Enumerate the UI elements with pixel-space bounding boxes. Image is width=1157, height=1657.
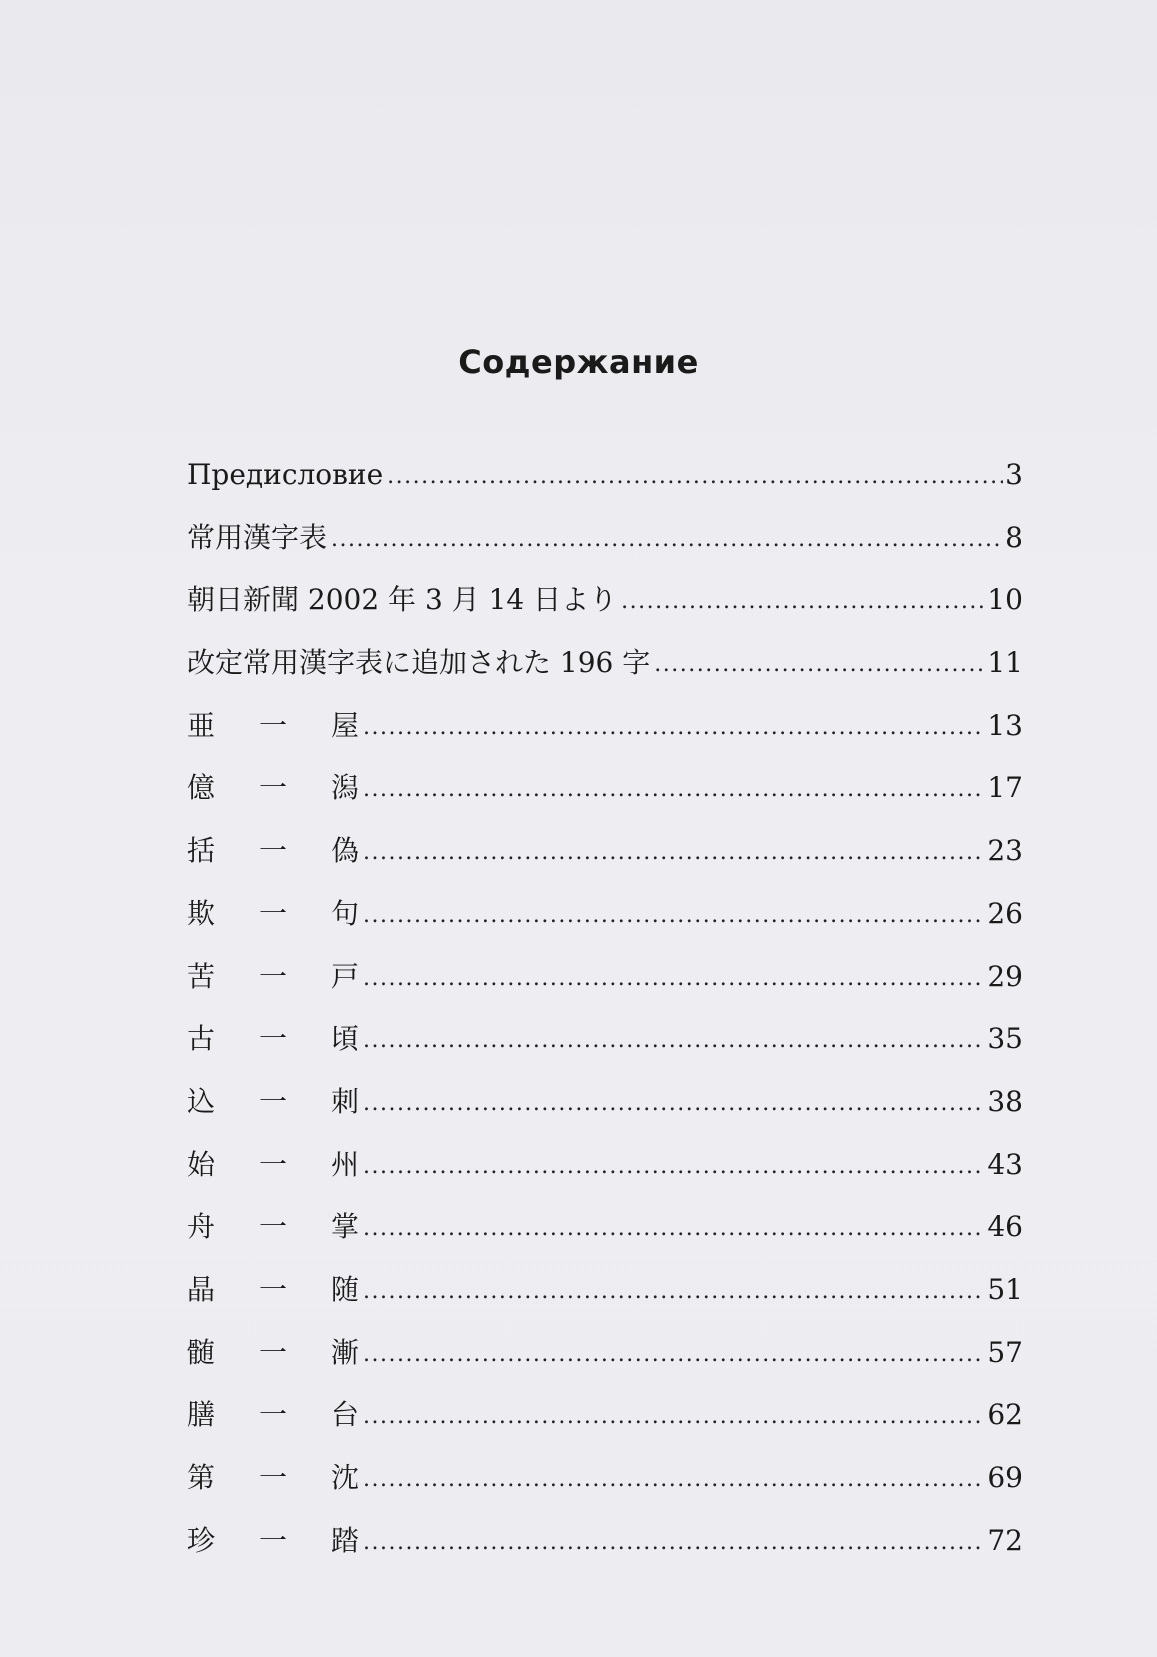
range-start-kanji: 込 bbox=[187, 1084, 216, 1118]
dot-leader bbox=[363, 1521, 985, 1565]
toc-page-number: 62 bbox=[987, 1398, 1023, 1432]
dot-leader bbox=[363, 1333, 985, 1377]
kanji-range bbox=[187, 1458, 363, 1498]
range-end-kanji: 頃 bbox=[331, 1022, 360, 1056]
toc-page-number: 57 bbox=[987, 1335, 1023, 1369]
range-end-kanji: 掌 bbox=[331, 1210, 360, 1244]
range-dash: 一 bbox=[259, 1147, 288, 1181]
range-start-kanji: 億 bbox=[187, 771, 216, 805]
table-of-contents bbox=[187, 455, 1023, 1583]
range-start-kanji: 珍 bbox=[187, 1523, 216, 1557]
dot-leader bbox=[621, 580, 985, 624]
kanji-range bbox=[187, 1521, 363, 1561]
kanji-range bbox=[187, 768, 363, 808]
range-end-kanji: 偽 bbox=[331, 834, 360, 868]
range-start-kanji: 古 bbox=[187, 1022, 216, 1056]
range-end-kanji: 沈 bbox=[331, 1461, 360, 1494]
range-dash: 一 bbox=[259, 1335, 288, 1369]
range-end-kanji: 句 bbox=[331, 896, 360, 930]
toc-entry-kanji-range[interactable] bbox=[187, 1270, 1023, 1333]
kanji-range bbox=[187, 1207, 363, 1247]
dot-leader bbox=[363, 1082, 985, 1126]
kanji-range bbox=[187, 1270, 363, 1310]
dot-leader bbox=[363, 1395, 985, 1439]
toc-entry-kanji-range[interactable] bbox=[187, 1521, 1023, 1584]
toc-page-number: 10 bbox=[987, 583, 1023, 617]
range-start-kanji: 晶 bbox=[187, 1272, 216, 1306]
dot-leader bbox=[387, 455, 1003, 499]
dot-leader bbox=[363, 1019, 985, 1063]
range-dash: 一 bbox=[259, 1084, 288, 1118]
range-dash: 一 bbox=[259, 834, 288, 868]
toc-entry-kanji-range[interactable] bbox=[187, 957, 1023, 1020]
toc-entry-kanji-range[interactable] bbox=[187, 768, 1023, 831]
range-dash: 一 bbox=[259, 1022, 288, 1056]
toc-entry-kanji-range[interactable] bbox=[187, 894, 1023, 957]
range-end-kanji: 刺 bbox=[331, 1084, 360, 1118]
kanji-range bbox=[187, 1333, 363, 1373]
kanji-range bbox=[187, 894, 363, 934]
range-end-kanji: 潟 bbox=[331, 771, 360, 805]
toc-entry[interactable] bbox=[187, 455, 1023, 518]
range-end-kanji: 随 bbox=[331, 1272, 360, 1306]
toc-page-number: 8 bbox=[1005, 520, 1023, 554]
range-dash: 一 bbox=[259, 1398, 288, 1432]
range-end-kanji: 戸 bbox=[331, 959, 360, 993]
range-start-kanji: 始 bbox=[187, 1147, 216, 1181]
toc-page-number: 23 bbox=[987, 834, 1023, 868]
toc-page-number: 72 bbox=[987, 1523, 1023, 1557]
kanji-range bbox=[187, 1082, 363, 1122]
toc-entry-kanji-range[interactable] bbox=[187, 831, 1023, 894]
dot-leader bbox=[363, 768, 985, 812]
kanji-range bbox=[187, 957, 363, 997]
toc-page-number: 38 bbox=[987, 1084, 1023, 1118]
dot-leader bbox=[363, 1207, 985, 1251]
dot-leader bbox=[363, 706, 985, 750]
toc-page-number: 43 bbox=[987, 1147, 1023, 1181]
page-title: Содержание bbox=[458, 343, 699, 382]
range-end-kanji: 州 bbox=[331, 1147, 360, 1181]
kanji-range bbox=[187, 831, 363, 871]
dot-leader bbox=[363, 957, 985, 1001]
toc-entry-label: 常用漢字表 bbox=[187, 520, 328, 554]
toc-entry-kanji-range[interactable] bbox=[187, 1333, 1023, 1396]
toc-entry-label: Предисловие bbox=[187, 458, 384, 491]
toc-page-number: 51 bbox=[987, 1272, 1023, 1306]
toc-page-number: 26 bbox=[987, 896, 1023, 930]
range-dash: 一 bbox=[259, 1272, 288, 1306]
toc-page-number: 13 bbox=[987, 708, 1023, 742]
toc-page-number: 46 bbox=[987, 1210, 1023, 1244]
dot-leader bbox=[363, 1270, 985, 1314]
dot-leader bbox=[363, 1145, 985, 1189]
range-start-kanji: 膳 bbox=[187, 1398, 216, 1432]
range-end-kanji: 漸 bbox=[331, 1335, 360, 1369]
dot-leader bbox=[363, 831, 985, 875]
toc-page-number: 3 bbox=[1005, 458, 1023, 491]
dot-leader bbox=[363, 894, 985, 938]
dot-leader bbox=[363, 1458, 985, 1502]
toc-page-number: 17 bbox=[987, 771, 1023, 805]
range-start-kanji: 髄 bbox=[187, 1335, 216, 1369]
range-start-kanji: 第 bbox=[187, 1461, 216, 1494]
dot-leader bbox=[331, 518, 1003, 562]
toc-entry-kanji-range[interactable] bbox=[187, 1082, 1023, 1145]
range-start-kanji: 舟 bbox=[187, 1210, 216, 1244]
range-dash: 一 bbox=[259, 708, 288, 742]
dot-leader bbox=[654, 643, 985, 687]
toc-entry-kanji-range[interactable] bbox=[187, 1019, 1023, 1082]
toc-page-number: 35 bbox=[987, 1022, 1023, 1056]
range-start-kanji: 亜 bbox=[187, 708, 216, 742]
kanji-range bbox=[187, 1019, 363, 1059]
range-dash: 一 bbox=[259, 896, 288, 930]
range-end-kanji: 踏 bbox=[331, 1523, 360, 1557]
range-start-kanji: 苦 bbox=[187, 959, 216, 993]
toc-entry-kanji-range[interactable] bbox=[187, 1395, 1023, 1458]
range-dash: 一 bbox=[259, 1523, 288, 1557]
range-start-kanji: 欺 bbox=[187, 896, 216, 930]
range-dash: 一 bbox=[259, 959, 288, 993]
toc-entry-label: 朝日新聞 2002 年 3 月 14 日より bbox=[187, 583, 618, 617]
range-start-kanji: 括 bbox=[187, 834, 216, 868]
toc-entry-kanji-range[interactable] bbox=[187, 706, 1023, 769]
kanji-range bbox=[187, 706, 363, 746]
toc-entry[interactable] bbox=[187, 580, 1023, 643]
toc-page-number: 11 bbox=[987, 646, 1023, 680]
toc-entry-kanji-range[interactable] bbox=[187, 1458, 1023, 1521]
kanji-range bbox=[187, 1395, 363, 1435]
kanji-range bbox=[187, 1145, 363, 1185]
toc-entry-label: 改定常用漢字表に追加された 196 字 bbox=[187, 646, 651, 680]
range-end-kanji: 屋 bbox=[331, 708, 360, 742]
toc-entry[interactable] bbox=[187, 518, 1023, 581]
range-dash: 一 bbox=[259, 1461, 288, 1494]
toc-entry-kanji-range[interactable] bbox=[187, 1145, 1023, 1208]
range-dash: 一 bbox=[259, 771, 288, 805]
range-end-kanji: 台 bbox=[331, 1398, 360, 1432]
toc-entry-kanji-range[interactable] bbox=[187, 1207, 1023, 1270]
toc-page-number: 29 bbox=[987, 959, 1023, 993]
toc-entry[interactable] bbox=[187, 643, 1023, 706]
toc-page-number: 69 bbox=[987, 1461, 1023, 1494]
range-dash: 一 bbox=[259, 1210, 288, 1244]
